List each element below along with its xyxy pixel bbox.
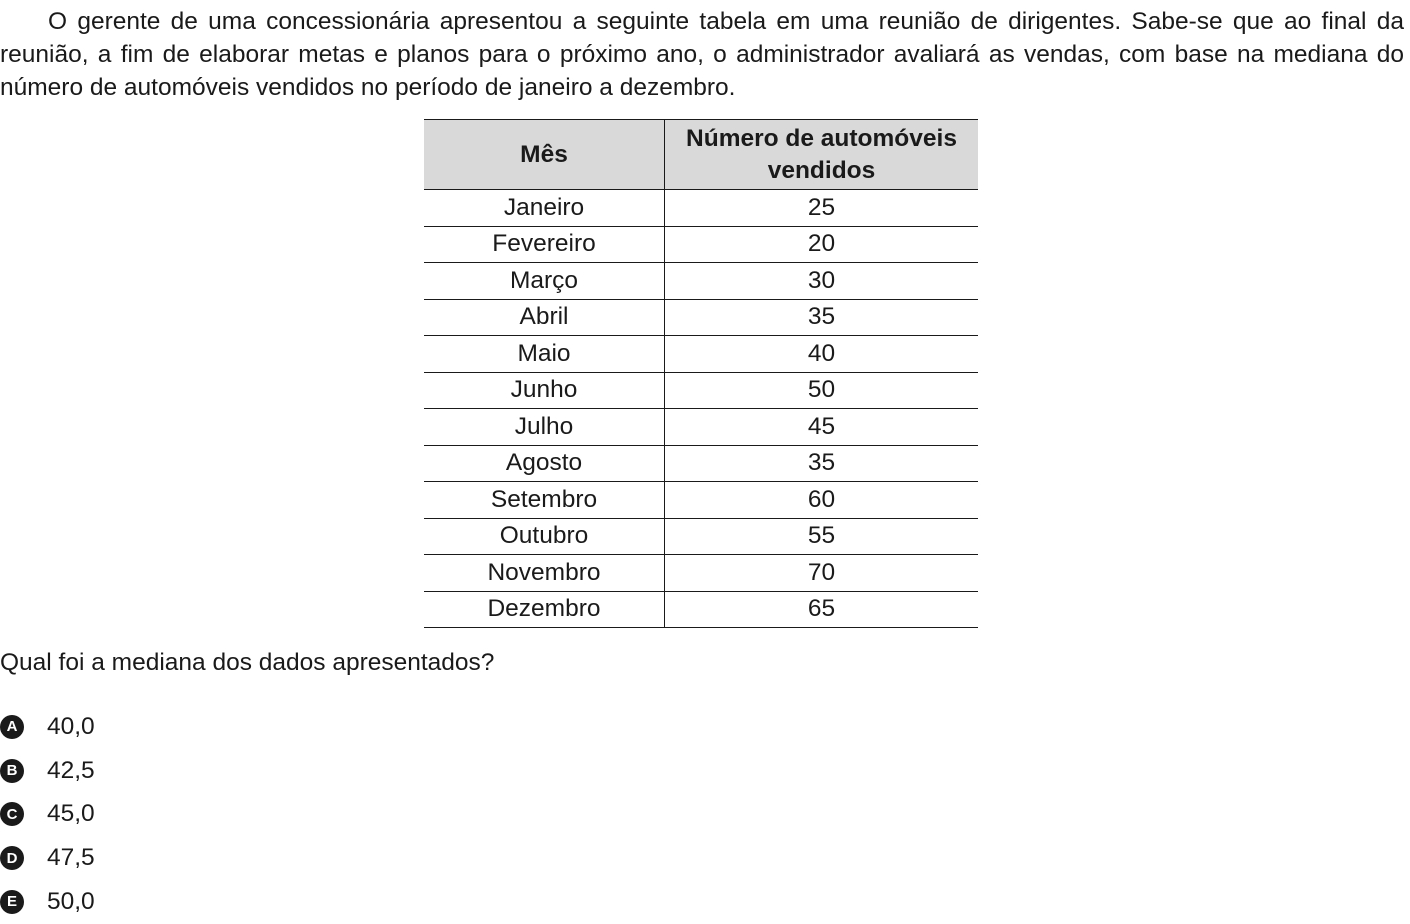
- option-a[interactable]: [0, 705, 95, 749]
- sales-cell: 65: [665, 591, 979, 628]
- option-letter-badge: D: [0, 846, 24, 870]
- month-cell: Julho: [424, 409, 665, 446]
- option-b[interactable]: [0, 749, 95, 793]
- option-d[interactable]: [0, 836, 95, 880]
- table-row: [424, 482, 978, 519]
- sales-cell: 60: [665, 482, 979, 519]
- option-text: 40,0: [47, 712, 95, 740]
- option-c[interactable]: [0, 793, 95, 837]
- sales-cell: 35: [665, 445, 979, 482]
- sales-cell: 30: [665, 263, 979, 300]
- answer-options: [0, 705, 95, 924]
- option-text: 42,5: [47, 756, 95, 784]
- option-letter-badge: E: [0, 890, 24, 914]
- sales-cell: 40: [665, 336, 979, 373]
- month-cell: Outubro: [424, 518, 665, 555]
- sales-cell: 20: [665, 226, 979, 263]
- question-text: Qual foi a mediana dos dados apresentados?: [0, 649, 495, 676]
- header-cars-sold: Número de automóveis vendidos: [665, 120, 979, 190]
- month-cell: Fevereiro: [424, 226, 665, 263]
- header-month: Mês: [424, 120, 665, 190]
- month-cell: Agosto: [424, 445, 665, 482]
- option-letter-badge: A: [0, 715, 24, 739]
- table-row: [424, 263, 978, 300]
- table-row: [424, 518, 978, 555]
- month-cell: Maio: [424, 336, 665, 373]
- sales-cell: 50: [665, 372, 979, 409]
- sales-cell: 55: [665, 518, 979, 555]
- month-cell: Setembro: [424, 482, 665, 519]
- month-cell: Novembro: [424, 555, 665, 592]
- table-header-row: [424, 120, 978, 190]
- sales-cell: 35: [665, 299, 979, 336]
- option-text: 50,0: [47, 887, 95, 915]
- month-cell: Dezembro: [424, 591, 665, 628]
- table-row: [424, 409, 978, 446]
- option-e[interactable]: [0, 880, 95, 924]
- table-row: [424, 190, 978, 227]
- sales-cell: 25: [665, 190, 979, 227]
- table-row: [424, 226, 978, 263]
- month-cell: Abril: [424, 299, 665, 336]
- option-text: 45,0: [47, 800, 95, 828]
- option-letter-badge: B: [0, 759, 24, 783]
- month-cell: Janeiro: [424, 190, 665, 227]
- table-row: [424, 445, 978, 482]
- table-row: [424, 336, 978, 373]
- option-letter-badge: C: [0, 802, 24, 826]
- sales-cell: 70: [665, 555, 979, 592]
- option-text: 47,5: [47, 844, 95, 872]
- month-cell: Junho: [424, 372, 665, 409]
- sales-cell: 45: [665, 409, 979, 446]
- table-row: [424, 372, 978, 409]
- intro-paragraph: O gerente de uma concessionária apresentou a seguinte tabela em uma reunião de dirigentes. Sabe-se que ao final da reunião, a fim de elaborar metas e planos para o próximo ano, o administrador avaliará as vendas, com base na mediana do número de automóveis vendidos no período de janeiro a dezembro.: [0, 8, 1404, 101]
- month-cell: Março: [424, 263, 665, 300]
- table-row: [424, 591, 978, 628]
- table-row: [424, 555, 978, 592]
- table-row: [424, 299, 978, 336]
- sales-table: [424, 119, 978, 628]
